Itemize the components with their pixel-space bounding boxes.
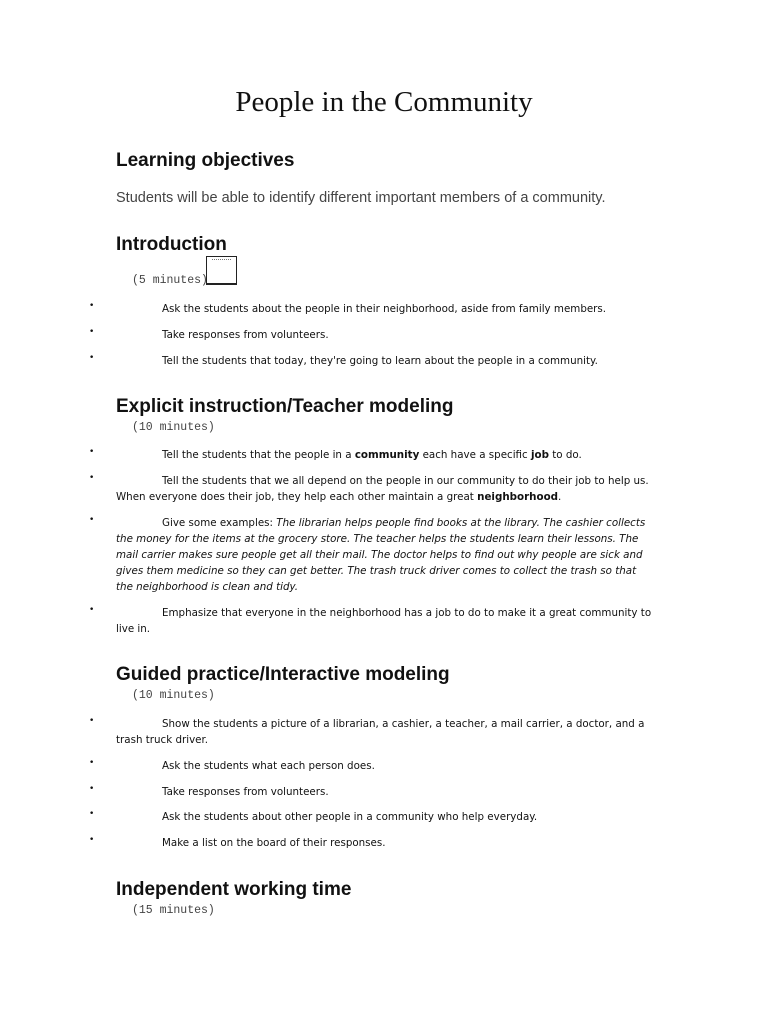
bullet-icon: • [89,353,95,363]
section-heading-guided-practice: Guided practice/Interactive modeling [116,664,450,685]
list-item-text: Make a list on the board of their responses. [162,837,386,849]
list-item-text: Tell the students that the people in a community each have a specific job to do. [162,449,582,461]
list-item-text: Ask the students what each person does. [162,760,375,772]
bullet-icon: • [89,473,95,483]
keyword-job: job [530,449,549,461]
list-item-text: Take responses from volunteers. [162,329,329,341]
list-item-text: Tell the students that we all depend on the people in our community to do their job to help us. When everyone does their job, they help each other maintain a great neighborhood. [116,475,649,503]
bullet-icon: • [89,809,95,819]
keyword-community: community [354,449,420,461]
bullet-icon: • [89,515,95,525]
duration-explicit-instruction: (10 minutes) [132,421,215,434]
section-heading-objectives: Learning objectives [116,150,295,171]
list-item-text: Give some examples: The librarian helps people find books at the library. The cashier collects the money for the items at the grocery store. The teacher helps the students learn their lessons. The mail carrier makes sure people get all their mail. The doctor helps to find out why people are sick and gives them medicine so they can get better. The trash truck driver comes to collect the trash so that the neighborhood is clean and tidy. [116,517,646,593]
bullet-icon: • [89,758,95,768]
examples-text: The librarian helps people find books at the library. The cashier collects the money for the items at the grocery store. The teacher helps the students learn their lessons. The mail carrier makes sure people get all their mail. The doctor helps to find out why people are sick and gives them medicine so they can get better. The trash truck driver comes to collect the trash so that the neighborhood is clean and tidy. [116,517,646,593]
section-heading-explicit-instruction: Explicit instruction/Teacher modeling [116,396,454,417]
bullet-icon: • [89,301,95,311]
page-title: People in the Community [235,86,533,118]
bullet-icon: • [89,835,95,845]
duration-guided-practice: (10 minutes) [132,689,215,702]
list-item-text: Ask the students about the people in their neighborhood, aside from family members. [162,303,607,315]
duration-introduction: (5 minutes) [132,274,208,287]
duration-independent-working-time: (15 minutes) [132,904,215,917]
list-item-text: Show the students a picture of a librarian, a cashier, a teacher, a mail carrier, a doctor, and a trash truck driver. [116,718,645,746]
document-thumbnail-icon [206,256,237,285]
list-item-text: Tell the students that today, they're going to learn about the people in a community. [162,355,598,367]
list-item-text: Take responses from volunteers. [162,786,329,798]
bullet-icon: • [89,605,95,615]
section-heading-independent-working-time: Independent working time [116,879,352,900]
bullet-icon: • [89,447,95,457]
section-heading-introduction: Introduction [116,234,227,255]
bullet-icon: • [89,784,95,794]
keyword-neighborhood: neighborhood [477,491,559,503]
list-item-text: Ask the students about other people in a community who help everyday. [162,811,538,823]
bullet-icon: • [89,327,95,337]
bullet-icon: • [89,716,95,726]
list-item-text: Emphasize that everyone in the neighborhood has a job to do to make it a great community to live in. [116,607,652,635]
objectives-text: Students will be able to identify different important members of a community. [116,190,606,206]
